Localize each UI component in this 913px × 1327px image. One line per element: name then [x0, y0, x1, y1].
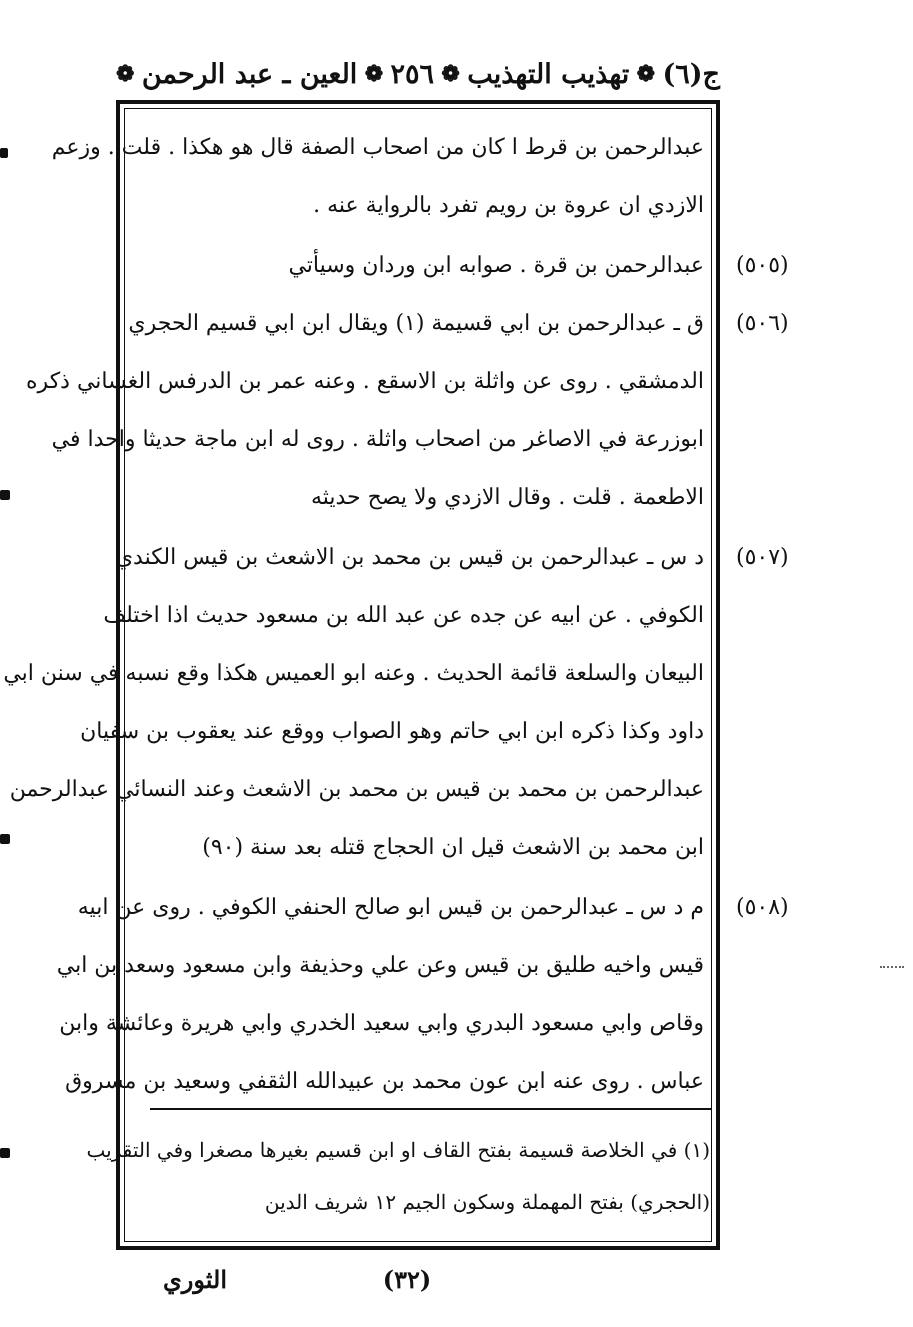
text-line: عبدالرحمن بن محمد بن قيس بن محمد بن الاشعث وعند النسائي عبدالرحمن [9, 777, 704, 802]
entry-number: (٥٠٦) [736, 311, 789, 336]
footnote-rule [150, 1108, 712, 1110]
text-line: ابن محمد بن الاشعث قيل ان الحجاج قتله بعد سنة (٩٠) [202, 835, 704, 860]
scan-edge-mark [0, 834, 10, 844]
text-line: ق ـ عبدالرحمن بن ابي قسيمة (١) ويقال ابن ابي قسيم الحجري [128, 311, 704, 336]
footnote-line: (١) في الخلاصة قسيمة بفتح القاف او ابن قسيم بغيرها مصغرا وفي التقريب [86, 1138, 710, 1162]
ornament-icon: ❁ [116, 61, 135, 87]
header-page-number: ٢٥٦ [390, 58, 435, 90]
scan-edge-mark [0, 1148, 10, 1158]
ornament-icon: ❁ [441, 61, 460, 87]
header-section: العين ـ عبد الرحمن [141, 58, 358, 90]
ornament-icon: ❁ [636, 61, 656, 87]
text-line: عبدالرحمن بن قرط ا كان من اصحاب الصفة قال هو هكذا . قلت . وزعم [51, 135, 704, 160]
running-header [112, 52, 720, 96]
text-line: البيعان والسلعة قائمة الحديث . وعنه ابو العميس هكذا وقع نسبه في سنن ابي [3, 661, 704, 686]
catchword: الثوري [163, 1265, 227, 1294]
ornament-icon: ❁ [364, 61, 384, 87]
text-line: الكوفي . عن ابيه عن جده عن عبد الله بن مسعود حديث اذا اختلف [103, 603, 704, 628]
text-line: داود وكذا ذكره ابن ابي حاتم وهو الصواب ووقع عند يعقوب بن سفيان [80, 719, 704, 744]
footnote-line: (الحجري) بفتح المهملة وسكون الجيم ١٢ شريف الدين [264, 1190, 710, 1214]
page-number: (٣٢) [382, 1265, 432, 1294]
text-line: عبدالرحمن بن قرة . صوابه ابن وردان وسيأتي [288, 253, 704, 278]
text-line: ابوزرعة في الاصاغر من اصحاب واثلة . روى له ابن ماجة حديثا واحدا في [51, 427, 704, 452]
scan-edge-mark [0, 148, 8, 158]
entry-number: (٥٠٨) [736, 895, 789, 920]
scan-dots [880, 966, 904, 972]
entry-number: (٥٠٧) [736, 545, 789, 570]
text-line: وقاص وابي مسعود البدري وابي سعيد الخدري وابي هريرة وعائشة وابن [59, 1011, 704, 1036]
entry-number: (٥٠٥) [736, 253, 789, 278]
text-line: قيس واخيه طليق بن قيس وعن علي وحذيفة وابن مسعود وسعد بن ابي [56, 953, 704, 978]
text-line: م د س ـ عبدالرحمن بن قيس ابو صالح الحنفي الكوفي . روى عن ابيه [77, 895, 704, 920]
scan-edge-mark [0, 490, 10, 500]
text-line: عباس . روى عنه ابن عون محمد بن عبيدالله الثقفي وسعيد بن مسروق [65, 1069, 704, 1094]
header-book-title: تهذيب التهذيب [467, 58, 630, 90]
text-line: الازدي ان عروة بن رويم تفرد بالرواية عنه . [313, 193, 704, 218]
text-line: الاطعمة . قلت . وقال الازدي ولا يصح حديثه [310, 485, 704, 510]
header-volume: ج(٦) [662, 58, 720, 90]
text-line: د س ـ عبدالرحمن بن قيس بن محمد بن الاشعث بن قيس الكندي [115, 545, 704, 570]
text-line: الدمشقي . روى عن واثلة بن الاسقع . وعنه عمر بن الدرفس الغساني ذكره [26, 369, 704, 394]
